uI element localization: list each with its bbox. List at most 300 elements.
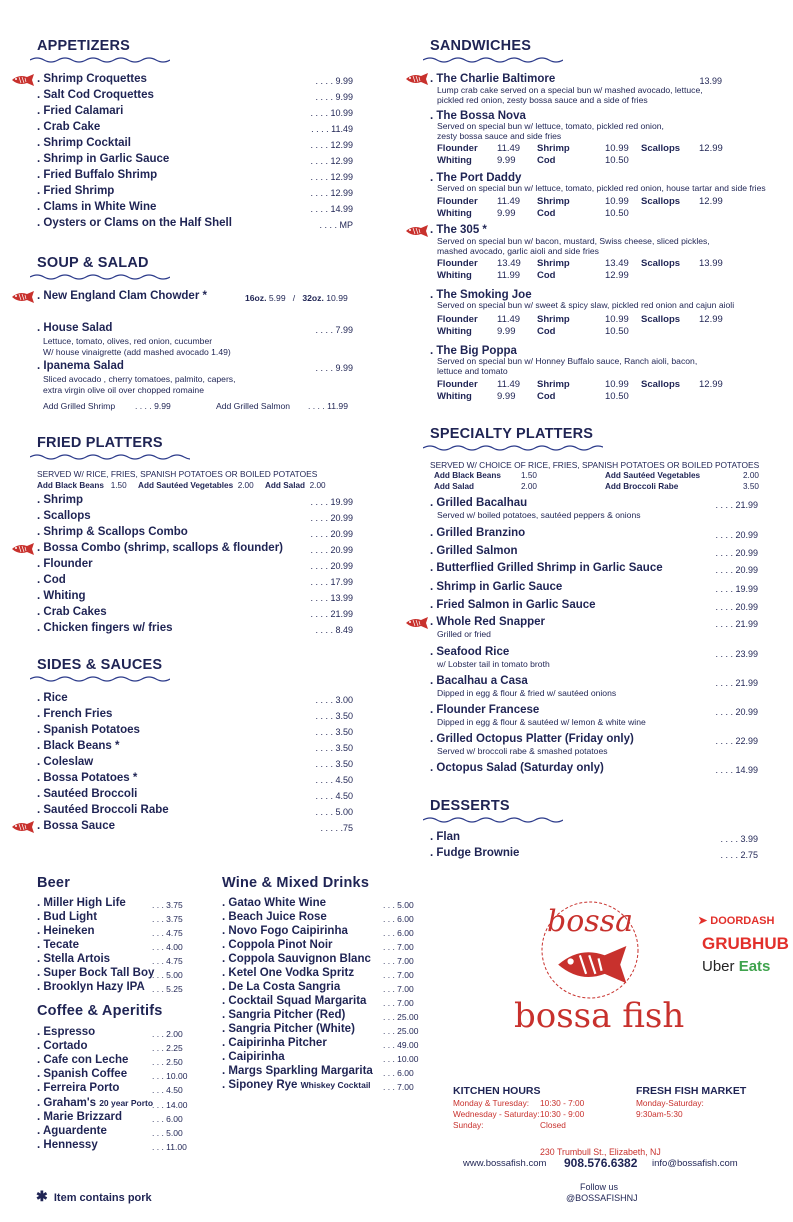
drink-name [37,925,95,937]
price-row [437,143,737,155]
drink-name-text: . Gatao White Wine [222,897,327,909]
menu-item-name: . Fried Salmon in Garlic Sauce [430,599,596,611]
coffee-title: Coffee & Aperitifs [37,1003,163,1019]
fish-option-price: 11.49 [497,314,521,325]
fish-option-label: Flounder [437,143,478,154]
drink-name-text: . Super Bock Tall Boy [37,967,155,979]
drink-name-text: . Brooklyn Hazy IPA [37,981,145,993]
logo-script: bossa [547,904,633,939]
menu-item-name: . Black Beans * [37,740,120,752]
doordash-link[interactable]: ➤ DOORDASH [698,915,775,927]
fish-icon [10,291,36,303]
fish-market-title: FRESH FISH MARKET [636,1085,747,1097]
menu-item-name: . Scallops [37,510,91,522]
menu-item-name: . Clams in White Wine [37,201,157,213]
fish-option-price: 12.99 [699,314,723,325]
fish-option-label: Cod [537,208,556,219]
menu-item-price: . . . . 19.99 [715,584,758,594]
menu-item-name: . Oysters or Clams on the Half Shell [37,217,232,229]
menu-item-name: . Shrimp in Garlic Sauce [430,581,563,593]
add-grilled-shrimp-price: . . . . 9.99 [135,401,171,411]
port-daddy-name: . The Port Daddy [430,172,522,184]
fish-icon [10,821,36,833]
big-poppa-desc: lettuce and tomato [437,366,508,376]
menu-item-name: . Chicken fingers w/ fries [37,622,173,634]
specialty-addon: Add Black Beans [434,471,501,480]
menu-item-desc: Dipped in egg & flour & fried w/ sautéed onions [437,688,617,698]
website-link[interactable]: www.bossafish.com [463,1158,547,1169]
menu-item-price: . . . . 20.99 [715,565,758,575]
menu-item-name: . Flounder Francese [430,704,540,716]
menu-item-price: . . . . 20.99 [310,545,353,555]
smoking-joe-desc: Served on special bun w/ sweet & spicy slaw, pickled red onion and cajun aioli [437,300,735,310]
sides-title: SIDES & SAUCES [37,657,163,673]
drink-name [37,1054,128,1066]
menu-item-name: . Fried Shrimp [37,185,115,197]
port-daddy-prices [437,196,737,220]
drink-price: . . . 7.00 [383,942,414,952]
menu-item-price: . . . . 8.49 [315,625,353,635]
email-link[interactable]: info@bossafish.com [652,1158,738,1169]
menu-item-desc: Served w/ broccoli rabe & smashed potatoes [437,746,608,756]
phone-number[interactable]: 908.576.6382 [564,1156,638,1170]
menu-item-name: . Shrimp in Garlic Sauce [37,153,170,165]
drink-price: . . . 3.75 [152,900,183,910]
price-row [437,258,737,270]
drink-name [37,1040,87,1052]
menu-item-name: . Bossa Sauce [37,820,115,832]
fish-icon [404,73,430,85]
kitchen-day: Sunday: [453,1120,484,1130]
fish-option-price: 10.50 [605,208,629,219]
drink-name [222,911,327,923]
fish-market-hours: 9:30am-5:30 [636,1109,683,1119]
drink-price: . . . 4.00 [152,942,183,952]
menu-item-price: . . . . 3.50 [315,743,353,753]
drink-name [222,967,354,979]
drink-price: . . . 6.00 [383,914,414,924]
menu-item-price: . . . . 20.99 [715,602,758,612]
fish-option-label: Scallops [641,258,681,269]
sandwiches-title: SANDWICHES [430,38,532,54]
drink-price: . . . 10.00 [383,1054,419,1064]
specialty-addon-price: 2.00 [743,471,759,480]
menu-item-price: . . . . 21.99 [715,619,758,629]
the-305-name: . The 305 * [430,224,487,236]
menu-item-name: . Rice [37,692,68,704]
drink-price: . . . 10.00 [152,1071,188,1082]
fish-option-label: Flounder [437,196,478,207]
drink-price: . . . 4.75 [152,928,183,938]
bossa-nova-prices [437,143,737,167]
menu-item-price: . . . . 4.50 [315,775,353,785]
drink-name [222,981,340,993]
add-grilled-salmon: Add Grilled Salmon [216,401,291,411]
menu-item-name: . Grilled Branzino [430,527,526,539]
menu-item-price: . . . . 14.99 [715,765,758,775]
menu-item-name: . Shrimp Croquettes [37,73,147,85]
fish-option-price: 10.50 [605,155,629,166]
fish-option-label: Scallops [641,143,681,154]
chowder-name: . New England Clam Chowder * [37,290,207,302]
specialty-addon-price: 1.50 [521,471,537,480]
add-grilled-shrimp: Add Grilled Shrimp [43,401,116,411]
bossa-nova-desc: Served on special bun w/ lettuce, tomato, pickled red onion, [437,121,664,131]
menu-item-name: . Bossa Combo (shrimp, scallops & flounder) [37,542,284,554]
fish-option-price: 12.99 [605,270,629,281]
drink-price: . . . 7.00 [383,956,414,966]
menu-item-desc: Grilled or fried [437,629,491,639]
drink-price: . . . 7.00 [383,1082,414,1092]
specialty-addon-price: 2.00 [521,482,537,491]
fish-option-label: Whiting [437,391,472,402]
add-grilled-salmon-price: . . . . 11.99 [308,401,348,411]
menu-item-name: . Spanish Potatoes [37,724,140,736]
fried-addons: Add Black Beans 1.50 Add Sautéed Vegetables 2.00 Add Salad 2.00 [37,481,326,490]
the-305-prices [437,258,737,282]
drink-name-text: . De La Costa Sangria [222,981,341,993]
drink-name-text: . Sangria Pitcher (Red) [222,1009,346,1021]
doordash-icon: ➤ [698,915,708,927]
menu-item-name: . French Fries [37,708,113,720]
fish-option-label: Shrimp [537,196,570,207]
drink-name-text: . Coppola Pinot Noir [222,939,333,951]
menu-item-name: . Grilled Salmon [430,545,518,557]
menu-item-name: . Shrimp & Scallops Combo [37,526,188,538]
menu-item-price: . . . . 20.99 [715,548,758,558]
fish-option-label: Cod [537,155,556,166]
fish-option-price: 9.99 [497,391,516,402]
drink-name-text: . Marie Brizzard [37,1110,122,1123]
fish-option-price: 13.99 [699,258,723,269]
fish-option-label: Scallops [641,196,681,207]
drink-name-text: . Siponey Rye [222,1079,298,1091]
menu-item-name: . Flan [430,831,461,843]
drink-name-note: Whiskey Cocktail [300,1080,371,1090]
fish-icon [10,543,36,555]
wave-divider [423,444,603,452]
drink-name [37,1125,107,1137]
menu-item-desc: Served w/ boiled potatoes, sautéed peppers & onions [437,510,641,520]
the-305-desc: Served on special bun w/ bacon, mustard, Swiss cheese, sliced pickles, [437,236,710,246]
menu-item-price: . . . . 2.75 [720,850,758,860]
drink-name [37,1082,119,1094]
menu-item-name: . Bacalhau a Casa [430,675,528,687]
drink-price: . . . 5.00 [152,970,183,980]
menu-item-name: . Octopus Salad (Saturday only) [430,762,604,774]
menu-item-desc: w/ Lobster tail in tomato broth [437,659,550,669]
menu-item-price: . . . . 9.99 [315,92,353,102]
fish-option-label: Whiting [437,155,472,166]
fish-option-label: Flounder [437,314,478,325]
menu-item-price: . . . . 9.99 [315,76,353,86]
drink-name [222,1079,371,1091]
fish-option-price: 12.99 [699,143,723,154]
menu-item-name: . Salt Cod Croquettes [37,89,154,101]
drink-name [37,897,126,909]
menu-item-name: . Sautéed Broccoli Rabe [37,804,169,816]
menu-item-name: . Grilled Octopus Platter (Friday only) [430,733,634,745]
drink-name-text: . Miller High Life [37,897,126,909]
house-salad-desc: W/ house vinaigrette (add mashed avocado 1.49) [43,347,231,357]
drink-name-text: . Cafe con Leche [37,1054,129,1067]
charlie-baltimore-price: 13.99 [699,76,722,86]
wave-divider [423,816,563,824]
menu-item-price: . . . . 3.50 [315,711,353,721]
menu-item-price: . . . . 12.99 [310,140,353,150]
menu-item-name: . Whole Red Snapper [430,616,546,628]
menu-item-price: . . . . 5.00 [315,807,353,817]
fish-option-label: Shrimp [537,258,570,269]
house-salad-price: . . . . 7.99 [315,325,353,335]
menu-item-price: . . . . 22.99 [715,736,758,746]
drink-price: . . . 2.00 [152,1029,183,1039]
drink-name [222,1023,355,1035]
fish-option-price: 10.50 [605,326,629,337]
charlie-baltimore-desc: Lump crab cake served on a special bun w/ mashed avocado, lettuce, [437,85,703,95]
drink-name [222,1065,373,1077]
drink-price: . . . 7.00 [383,998,414,1008]
menu-item-price: . . . . 20.99 [715,530,758,540]
drink-name-text: . Coppola Sauvignon Blanc [222,953,371,965]
wave-divider [423,56,563,64]
fish-option-label: Flounder [437,258,478,269]
drink-name-text: . Caipirinha [222,1051,285,1063]
drink-name-text: . Heineken [37,925,95,937]
fish-option-price: 9.99 [497,208,516,219]
menu-item-price: . . . . 21.99 [310,609,353,619]
drink-name-text: . Caipirinha Pitcher [222,1037,327,1049]
port-daddy-desc: Served on special bun w/ lettuce, tomato, pickled red onion, house tartar and side fries [437,183,766,193]
drink-name [222,953,371,965]
drink-price: . . . 3.75 [152,914,183,924]
drink-name-text: . Hennessy [37,1138,98,1151]
desserts-title: DESSERTS [430,798,510,814]
pork-footnote: ✱ Item contains pork [36,1188,152,1204]
the-305-desc: mashed avocado, garlic aioli and side fries [437,246,599,256]
drink-name-note: 20 year Porto [99,1097,154,1108]
fish-option-price: 10.99 [605,314,629,325]
drink-name [37,911,97,923]
grubhub-link[interactable]: GRUBHUB [702,934,789,953]
kitchen-time: 10:30 - 9:00 [540,1109,585,1119]
menu-item-name: . Sautéed Broccoli [37,788,138,800]
menu-item-name: . Shrimp Cocktail [37,137,131,149]
drink-name [37,1068,127,1080]
fish-option-label: Scallops [641,379,681,390]
menu-item-name: . Whiting [37,590,86,602]
price-row [437,314,737,326]
drink-name-text: . Stella Artois [37,953,111,965]
fish-option-price: 11.99 [497,270,521,281]
menu-item-name: . Coleslaw [37,756,94,768]
menu-item-name: . Crab Cakes [37,606,107,618]
appetizers-title: APPETIZERS [37,38,131,54]
drink-name-text: . Sangria Pitcher (White) [222,1023,355,1035]
ipanema-salad-name: . Ipanema Salad [37,360,124,372]
menu-item-name: . Fudge Brownie [430,847,520,859]
drink-name [37,939,79,951]
menu-item-price: . . . . 12.99 [310,156,353,166]
specialty-addon: Add Sautéed Vegetables [605,471,701,480]
drink-name [37,1097,153,1109]
menu-item-price: . . . . 19.99 [310,497,353,507]
specialty-addon-price: 3.50 [743,482,759,491]
drink-name-text: . Beach Juice Rose [222,911,327,923]
house-salad-name: . House Salad [37,322,113,334]
drink-name-text: . Novo Fogo Caipirinha [222,925,348,937]
fish-option-price: 13.49 [497,258,521,269]
big-poppa-desc: Served on special bun w/ Honney Buffalo sauce, Ranch aioli, bacon, [437,356,698,366]
ipanema-salad-price: . . . . 9.99 [315,363,353,373]
drink-name [222,897,326,909]
fish-option-price: 12.99 [699,196,723,207]
kitchen-time: Closed [540,1120,566,1130]
fish-market-days: Monday-Saturday: [636,1098,704,1108]
smoking-joe-prices [437,314,737,338]
wave-divider [30,675,170,683]
fish-option-price: 12.99 [699,379,723,390]
menu-item-price: . . . . 3.00 [315,695,353,705]
menu-item-price: . . . . 20.99 [715,707,758,717]
drink-price: . . . 25.00 [383,1012,419,1022]
drink-name-text: . Bud Light [37,911,98,923]
fried-served-note: SERVED W/ RICE, FRIES, SPANISH POTATOES OR BOILED POTATOES [37,469,318,479]
menu-item-price: . . . . .75 [320,823,353,833]
kitchen-day: Monday & Turesday: [453,1098,530,1108]
drink-price: . . . 14.00 [152,1099,188,1110]
drink-price: . . . 49.00 [383,1040,419,1050]
bossa-logo [530,894,650,1002]
smoking-joe-name: . The Smoking Joe [430,289,532,301]
fish-option-price: 13.49 [605,258,629,269]
menu-item-price: . . . . 11.49 [311,124,353,134]
address: 230 Trumbull St., Elizabeth, NJ [540,1147,661,1157]
drink-name-text: . Ketel One Vodka Spritz [222,967,355,979]
soup-salad-title: SOUP & SALAD [37,255,149,271]
menu-item-price: . . . . 20.99 [310,513,353,523]
house-salad-desc: Lettuce, tomato, olives, red onion, cucumber [43,336,213,346]
menu-item-price: . . . . 23.99 [715,649,758,659]
fish-option-label: Scallops [641,314,681,325]
fish-option-label: Cod [537,391,556,402]
drink-name [37,953,110,965]
price-row [437,270,737,282]
drink-price: . . . 11.00 [152,1141,187,1152]
wave-divider [30,56,170,64]
fish-option-price: 11.49 [497,379,521,390]
price-row [437,379,737,391]
menu-item-price: . . . . MP [319,220,353,230]
menu-item-name: . Seafood Rice [430,646,510,658]
wave-divider [30,273,170,281]
drink-price: . . . 2.25 [152,1043,183,1054]
big-poppa-prices [437,379,737,403]
menu-item-price: . . . . 3.99 [720,834,758,844]
drink-price: . . . 25.00 [383,1026,419,1036]
drink-price: . . . 5.00 [383,900,414,910]
asterisk-icon: ✱ [36,1188,48,1204]
drink-name [37,1139,98,1151]
fish-option-price: 9.99 [497,326,516,337]
menu-item-name: . Fried Calamari [37,105,124,117]
kitchen-time: 10:30 - 7:00 [540,1098,585,1108]
menu-item-name: . Cod [37,574,66,586]
price-row [437,196,737,208]
drink-price: . . . 5.25 [152,984,183,994]
brand-name: bossa fish [514,996,685,1036]
kitchen-hours-title: KITCHEN HOURS [453,1085,541,1097]
drink-name-text: . Tecate [37,939,79,951]
price-row [437,326,737,338]
menu-item-price: . . . . 17.99 [310,577,353,587]
fish-icon [10,74,36,86]
drink-price: . . . 4.75 [152,956,183,966]
bossa-nova-desc: zesty bossa sauce and side fries [437,131,562,141]
fish-option-price: 10.99 [605,143,629,154]
price-row [437,391,737,403]
kitchen-day: Wednesday - Saturday: [453,1109,540,1119]
drink-price: . . . 6.00 [383,1068,414,1078]
fish-option-label: Shrimp [537,379,570,390]
charlie-baltimore-desc: pickled red onion, zesty bossa sauce and a side of fries [437,95,648,105]
menu-item-price: . . . . 20.99 [310,529,353,539]
menu-item-price: . . . . 14.99 [310,204,353,214]
drink-price: . . . 7.00 [383,970,414,980]
fish-option-price: 10.99 [605,196,629,207]
price-row [437,208,737,220]
drink-name [222,939,333,951]
drink-price: . . . 4.50 [152,1085,183,1096]
social-handle[interactable]: @BOSSAFISHNJ [566,1193,638,1203]
menu-item-name: . Grilled Bacalhau [430,497,528,509]
fish-option-label: Cod [537,270,556,281]
menu-item-price: . . . . 12.99 [310,188,353,198]
drink-name-text: . Cortado [37,1040,88,1053]
bossa-nova-name: . The Bossa Nova [430,110,526,122]
beer-title: Beer [37,875,71,891]
specialty-addon: Add Salad [434,482,475,491]
menu-item-name: . Flounder [37,558,93,570]
menu-item-name: . Bossa Potatoes * [37,772,138,784]
fish-option-label: Cod [537,326,556,337]
menu-item-name: . Shrimp [37,494,84,506]
drink-price: . . . 7.00 [383,984,414,994]
specialty-addon: Add Broccoli Rabe [605,482,679,491]
menu-item-price: . . . . 21.99 [715,678,758,688]
menu-item-price: . . . . 13.99 [310,593,353,603]
ubereats-link[interactable]: Uber Eats [702,958,771,975]
drink-name [222,1037,327,1049]
wave-divider [30,453,190,461]
menu-item-price: . . . . 21.99 [715,500,758,510]
drink-price: . . . 6.00 [383,928,414,938]
menu-item-desc: Dipped in egg & flour & sautéed w/ lemon & white wine [437,717,646,727]
drink-name-text: . Spanish Coffee [37,1068,128,1081]
fried-platters-title: FRIED PLATTERS [37,435,163,451]
menu-item-name: . Butterflied Grilled Shrimp in Garlic Sauce [430,562,663,574]
ipanema-salad-desc: extra virgin olive oil over chopped romaine [43,385,204,395]
drink-name [222,1051,285,1063]
wine-title: Wine & Mixed Drinks [222,875,370,891]
drink-name [37,1111,122,1123]
fish-option-price: 10.99 [605,379,629,390]
specialty-title: SPECIALTY PLATTERS [430,426,594,442]
big-poppa-name: . The Big Poppa [430,345,517,357]
menu-item-price: . . . . 4.50 [315,791,353,801]
drink-name [37,1026,95,1038]
fish-option-price: 10.50 [605,391,629,402]
